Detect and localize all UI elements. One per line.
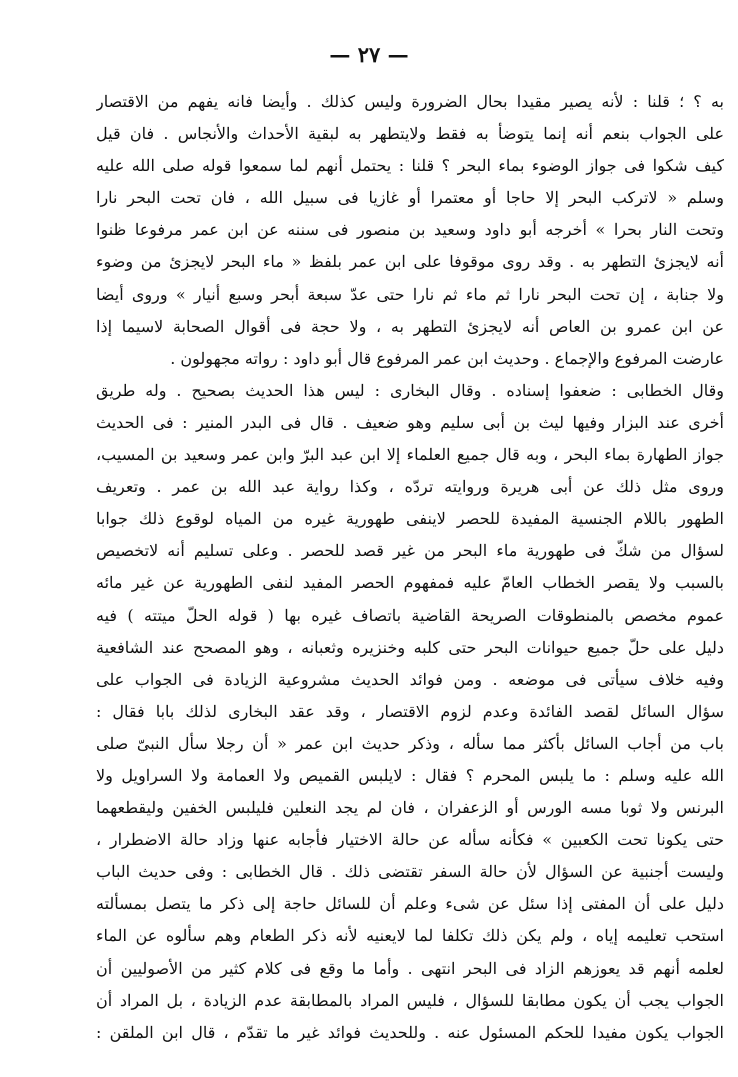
text-line-2: على الجواب بنعم أنه إنما يتوضأ به فقط ولايتطهر به لبقية الأحداث والأنجاس . فان قيل bbox=[96, 124, 724, 144]
text-line-17: عموم مخصص بالمنطوقات الصريحة القاضية باتصاف غيره بها ( قوله الحلّ ميتته ) فيه bbox=[96, 605, 724, 625]
text-line-19: وفيه خلاف سيأتى فى موضعه . ومن فوائد الحديث مشروعية الزيادة فى الجواب على bbox=[96, 669, 724, 689]
text-line-12: جواز الطهارة بماء البحر ، وبه قال جميع العلماء إلا ابن عبد البرّ وابن عمر وسعيد بن المسيب، bbox=[96, 445, 724, 465]
text-line-9: عارضت المرفوع والإجماع . وحديث ابن عمر المرفوع قال أبو داود : رواته مجهولون . bbox=[170, 348, 724, 368]
text-line-25: وليست أجنبية عن السؤال لأن حالة السفر تقتضى ذلك . قال الخطابى : وفى حديث الباب bbox=[96, 862, 724, 882]
text-line-20: سؤال السائل لقصد الفائدة وعدم لزوم الاقتصار ، وقد عقد البخارى لذلك بابا فقال : bbox=[96, 701, 724, 721]
text-line-18: دليل على حلّ جميع حيوانات البحر حتى كلبه وخنزيره وثعبانه ، وهو المصحح عند الشافعية bbox=[96, 637, 724, 657]
page-number: — ٢٧ — bbox=[329, 42, 409, 67]
text-line-5: وتحت النار بحرا » أخرجه أبو داود وسعيد بن منصور فى سننه عن ابن عمر مرفوعا ظنوا bbox=[96, 220, 724, 240]
text-line-26: دليل على أن المفتى إذا سئل عن شىء وعلم أن للسائل حاجة إلى ذكر ما يتصل بمسألته bbox=[96, 894, 724, 914]
text-line-23: البرنس ولا ثوبا مسه الورس أو الزعفران ، فان لم يجد النعلين فليلبس الخفين وليقطعهما bbox=[96, 798, 724, 818]
text-line-15: لسؤال من شكّ فى طهورية ماء البحر من غير قصد للحصر . وعلى تسليم أنه لاتخصيص bbox=[96, 541, 724, 561]
text-line-24: حتى يكونا تحت الكعبين » فكأنه سأله عن حالة الاختيار فأجابه عنها وزاد حالة الاضطرار ، bbox=[96, 830, 724, 850]
text-line-6: أنه لايجزئ التطهر به . وقد روى موقوفا على ابن عمر بلفظ « ماء البحر لايجزئ من وضوء bbox=[96, 252, 724, 272]
text-line-29: الجواب يجب أن يكون مطابقا للسؤال ، فليس المراد بالمطابقة عدم الزيادة ، بل المراد أن bbox=[96, 990, 724, 1010]
text-line-27: استحب تعليمه إياه ، ولم يكن ذلك تكلفا لما لايعنيه لأنه ذكر الطعام وهم سألوه عن الماء bbox=[96, 926, 724, 946]
text-line-14: الطهور باللام الجنسية المفيدة للحصر لاينفى طهورية غيره من المياه لوقوع ذلك جوابا bbox=[96, 509, 724, 529]
text-line-16: بالسبب ولا يقصر الخطاب العامّ عليه فمفهوم الحصر المفيد لنفى الطهورية عن غير مائه bbox=[96, 573, 724, 593]
text-line-11: أخرى عند البزار وفيها ليث بن أبى سليم وهو ضعيف . قال فى البدر المنير : فى الحديث bbox=[96, 412, 724, 432]
text-line-3: كيف شكوا فى جواز الوضوء بماء البحر ؟ قلنا : يحتمل أنهم لما سمعوا قوله صلى الله عليه bbox=[96, 156, 724, 176]
text-body bbox=[96, 86, 724, 1049]
text-line-8: عن ابن عمرو بن العاص أنه لايجزئ التطهر به ، ولا حجة فى أقوال الصحابة لاسيما إذا bbox=[96, 316, 724, 336]
text-line-21: باب من أجاب السائل بأكثر مما سأله ، وذكر حديث ابن عمر « أن رجلا سأل النبىّ صلى bbox=[96, 733, 724, 753]
text-line-4: وسلم « لاتركب البحر إلا حاجا أو معتمرا أو غازيا فى سبيل الله ، فان تحت البحر نارا bbox=[96, 188, 724, 208]
text-line-13: وروى مثل ذلك عن أبى هريرة وروايته تردّه ، وكذا رواية عبد الله بن عمر . وتعريف bbox=[96, 477, 724, 497]
text-line-22: الله عليه وسلم : ما يلبس المحرم ؟ فقال : لايلبس القميص ولا العمامة ولا السراويل ولا bbox=[96, 765, 724, 785]
text-line-10: وقال الخطابى : ضعفوا إسناده . وقال البخارى : ليس هذا الحديث بصحيح . وله طريق bbox=[96, 380, 724, 400]
text-line-1: به ؟ ؛ قلنا : لأنه يصير مقيدا بحال الضرورة وليس كذلك . وأيضا فانه يفهم من الاقتصار bbox=[96, 92, 724, 111]
text-line-28: لعلمه أنهم قد يعوزهم الزاد فى البحر انتهى . وأما ما وقع فى كلام كثير من الأصوليين أن bbox=[96, 958, 724, 978]
text-line-7: ولا جنابة ، إن تحت البحر نارا ثم ماء ثم نارا حتى عدّ سبعة أبحر وسبع أنيار » وروى أيضا bbox=[96, 284, 724, 304]
text-line-30: الجواب يكون مفيدا للحكم المسئول عنه . وللحديث فوائد غير ما تقدّم ، قال ابن الملقن : bbox=[96, 1022, 724, 1042]
